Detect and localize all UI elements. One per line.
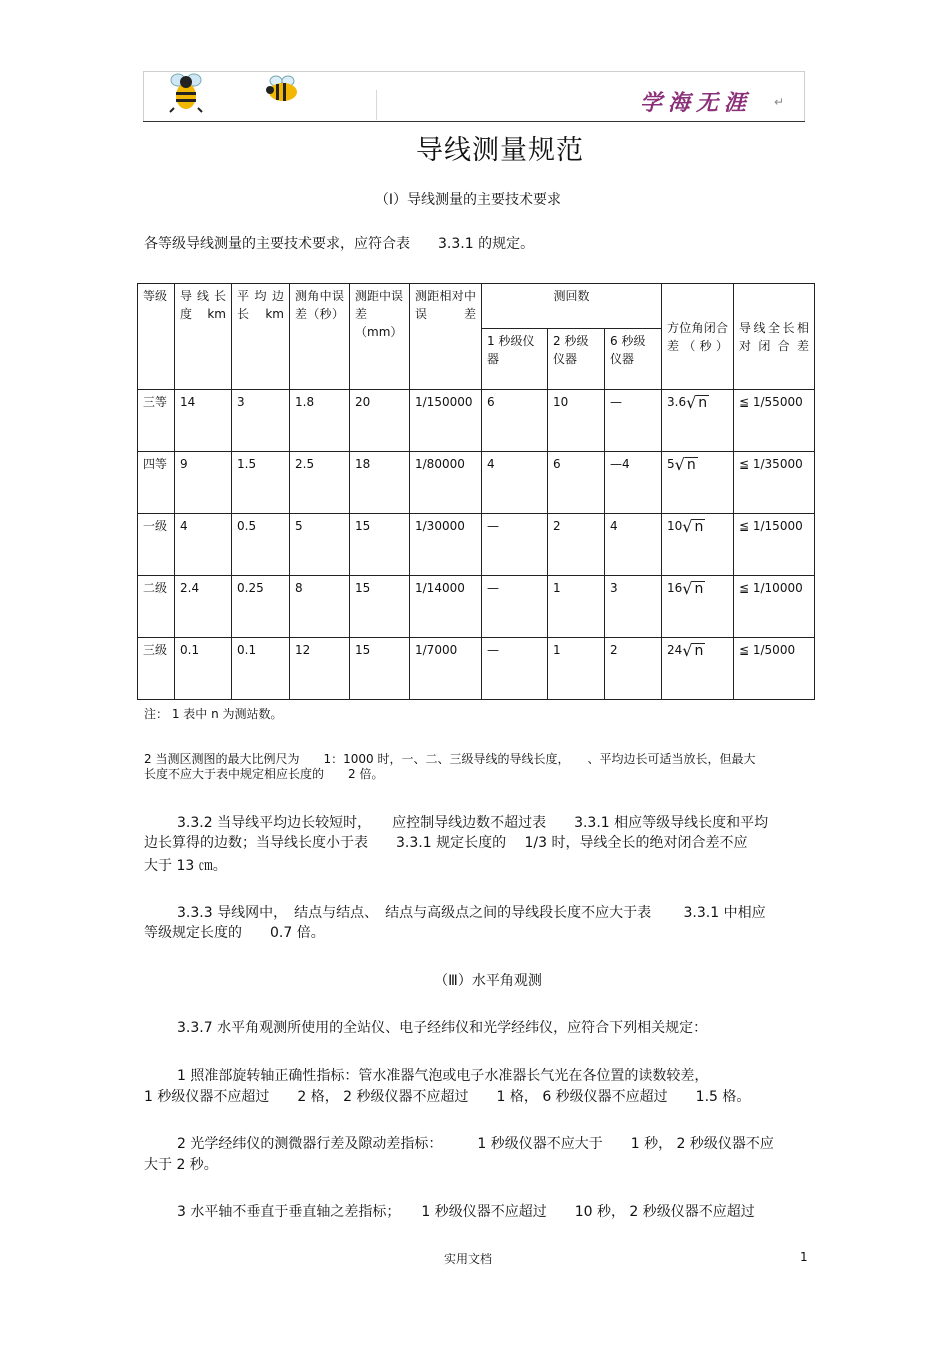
cell-rounds-1s: — bbox=[482, 638, 548, 700]
intro-text: 各等级导线测量的主要技术要求，应符合表 3.3.1 的规定。 bbox=[144, 236, 535, 252]
cell-relative-error: 1/150000 bbox=[410, 390, 482, 452]
cell-azimuth bbox=[662, 514, 734, 576]
sqrt-icon: √ bbox=[682, 579, 693, 598]
cell-rounds-2s: 2 bbox=[548, 514, 605, 576]
cell-rounds-1s: 4 bbox=[482, 452, 548, 514]
return-mark: ↵ bbox=[774, 95, 785, 109]
header-length: 导线长度 km bbox=[175, 284, 232, 390]
sqrt-formula bbox=[667, 579, 705, 597]
sqrt-icon: √ bbox=[682, 517, 693, 536]
cell-distance-error: 20 bbox=[350, 390, 410, 452]
table-row bbox=[138, 390, 815, 452]
cell-angle-error: 8 bbox=[290, 576, 350, 638]
cell-avg-side: 0.1 bbox=[232, 638, 290, 700]
header-grade: 等级 bbox=[138, 284, 175, 390]
azimuth-variable: n bbox=[698, 395, 708, 411]
cell-rounds-2s: 10 bbox=[548, 390, 605, 452]
cell-azimuth bbox=[662, 576, 734, 638]
table-row bbox=[138, 452, 815, 514]
header-angle-error: 测角中误差（秒） bbox=[290, 284, 350, 390]
note-2-line-2: 长度不应大于表中规定相应长度的 2 倍。 bbox=[144, 767, 384, 781]
azimuth-variable: n bbox=[686, 457, 696, 473]
cell-relative-error: 1/7000 bbox=[410, 638, 482, 700]
azimuth-coefficient: 5 bbox=[667, 457, 675, 471]
header-total-closure: 导线全长相对闭合差 bbox=[734, 284, 815, 390]
sqrt-icon: √ bbox=[686, 393, 697, 412]
azimuth-variable: n bbox=[694, 519, 704, 535]
cell-distance-error: 15 bbox=[350, 576, 410, 638]
item-3-line-1: 3 水平轴不垂直于垂直轴之差指标； 1 秒级仪器不应超过 10 秒， 2 秒级仪器不应超过 bbox=[177, 1204, 755, 1220]
table-row bbox=[138, 514, 815, 576]
cell-grade: 三等 bbox=[138, 390, 175, 452]
cell-rounds-6s: 2 bbox=[605, 638, 662, 700]
cell-avg-side: 1.5 bbox=[232, 452, 290, 514]
cell-grade: 四等 bbox=[138, 452, 175, 514]
cell-total-closure: ≦ 1/10000 bbox=[734, 576, 815, 638]
table-row bbox=[138, 638, 815, 700]
sqrt-formula bbox=[667, 393, 709, 411]
spec-table bbox=[137, 283, 815, 700]
cell-avg-side: 0.5 bbox=[232, 514, 290, 576]
cell-rounds-2s: 1 bbox=[548, 576, 605, 638]
cell-angle-error: 2.5 bbox=[290, 452, 350, 514]
cell-length: 14 bbox=[175, 390, 232, 452]
note-2-line-1: 2 当测区测图的最大比例尺为 1：1000 时，一、二、三级导线的导线长度， 、平均边长可适当放长，但最大 bbox=[144, 752, 756, 766]
cell-angle-error: 12 bbox=[290, 638, 350, 700]
cell-azimuth bbox=[662, 452, 734, 514]
cell-total-closure: ≦ 1/35000 bbox=[734, 452, 815, 514]
cell-relative-error: 1/80000 bbox=[410, 452, 482, 514]
item-1-line-1: 1 照准部旋转轴正确性指标：管水准器气泡或电子水准器长气光在各位置的读数较差， bbox=[177, 1068, 709, 1084]
para-333-line-1: 3.3.3 导线网中， 结点与结点、 结点与高级点之间的导线段长度不应大于表 3.3.1 中相应 bbox=[177, 905, 766, 921]
page-title: 导线测量规范 bbox=[416, 135, 584, 166]
cell-length: 0.1 bbox=[175, 638, 232, 700]
brand-text: 学海无涯 bbox=[640, 90, 753, 116]
cell-rounds-6s: —4 bbox=[605, 452, 662, 514]
header-distance-error: 测距中误差（mm） bbox=[350, 284, 410, 390]
cell-grade: 三级 bbox=[138, 638, 175, 700]
header-relative-error: 测距相对中误差 bbox=[410, 284, 482, 390]
cell-length: 2.4 bbox=[175, 576, 232, 638]
section-heading-1: （Ⅰ）导线测量的主要技术要求 bbox=[374, 192, 562, 208]
cell-distance-error: 15 bbox=[350, 514, 410, 576]
para-337: 3.3.7 水平角观测所使用的全站仪、电子经纬仪和光学经纬仪，应符合下列相关规定： bbox=[177, 1020, 708, 1036]
azimuth-variable: n bbox=[694, 581, 704, 597]
sqrt-formula bbox=[667, 641, 705, 659]
small-bee-icon bbox=[264, 74, 302, 104]
cell-grade: 二级 bbox=[138, 576, 175, 638]
cell-rounds-2s: 1 bbox=[548, 638, 605, 700]
section-heading-3: （Ⅲ）水平角观测 bbox=[434, 973, 542, 989]
item-2-line-2: 大于 2 秒。 bbox=[144, 1157, 218, 1173]
cell-rounds-6s: 4 bbox=[605, 514, 662, 576]
sqrt-icon: √ bbox=[674, 455, 685, 474]
cell-relative-error: 1/14000 bbox=[410, 576, 482, 638]
cell-azimuth bbox=[662, 638, 734, 700]
header-rounds-6s: 6 秒级仪器 bbox=[605, 329, 662, 390]
note-1: 注： 1 表中 n 为测站数。 bbox=[144, 707, 283, 721]
cell-relative-error: 1/30000 bbox=[410, 514, 482, 576]
sqrt-formula bbox=[667, 455, 698, 473]
header-divider bbox=[376, 90, 377, 120]
header-rounds-2s: 2 秒级仪器 bbox=[548, 329, 605, 390]
sqrt-icon: √ bbox=[682, 641, 693, 660]
para-333-line-2: 等级规定长度的 0.7 倍。 bbox=[144, 925, 325, 941]
cell-rounds-6s: — bbox=[605, 390, 662, 452]
page-number: 1 bbox=[800, 1250, 808, 1264]
cell-distance-error: 18 bbox=[350, 452, 410, 514]
cell-rounds-1s: 6 bbox=[482, 390, 548, 452]
cell-grade: 一级 bbox=[138, 514, 175, 576]
footer-label: 实用文档 bbox=[443, 1252, 492, 1266]
table-row bbox=[138, 576, 815, 638]
azimuth-coefficient: 24 bbox=[667, 643, 683, 657]
cell-rounds-1s: — bbox=[482, 576, 548, 638]
cell-length: 4 bbox=[175, 514, 232, 576]
item-1-line-2: 1 秒级仪器不应超过 2 格， 2 秒级仪器不应超过 1 格， 6 秒级仪器不应超过 1.5 格。 bbox=[144, 1089, 751, 1105]
bee-logo-icon bbox=[164, 68, 210, 114]
cell-angle-error: 5 bbox=[290, 514, 350, 576]
azimuth-coefficient: 10 bbox=[667, 519, 683, 533]
sqrt-formula bbox=[667, 517, 705, 535]
cell-rounds-2s: 6 bbox=[548, 452, 605, 514]
header-rule bbox=[143, 121, 805, 122]
cell-total-closure: ≦ 1/5000 bbox=[734, 638, 815, 700]
para-332-line-2: 边长算得的边数；当导线长度小于表 3.3.1 规定长度的 1/3 时，导线全长的绝对闭合差不应 bbox=[144, 835, 748, 851]
cell-rounds-1s: — bbox=[482, 514, 548, 576]
para-332-line-1: 3.3.2 当导线平均边长较短时， 应控制导线边数不超过表 3.3.1 相应等级导线长度和平均 bbox=[177, 815, 769, 831]
cell-rounds-6s: 3 bbox=[605, 576, 662, 638]
header-azimuth: 方位角闭合差（秒） bbox=[662, 284, 734, 390]
cell-azimuth bbox=[662, 390, 734, 452]
table-header-row bbox=[138, 284, 815, 329]
cell-distance-error: 15 bbox=[350, 638, 410, 700]
azimuth-coefficient: 3.6 bbox=[667, 395, 687, 409]
cell-avg-side: 3 bbox=[232, 390, 290, 452]
azimuth-coefficient: 16 bbox=[667, 581, 683, 595]
header-rounds: 测回数 bbox=[482, 284, 662, 329]
cell-length: 9 bbox=[175, 452, 232, 514]
cell-total-closure: ≦ 1/55000 bbox=[734, 390, 815, 452]
header-rounds-1s: 1 秒级仪器 bbox=[482, 329, 548, 390]
cell-angle-error: 1.8 bbox=[290, 390, 350, 452]
cell-avg-side: 0.25 bbox=[232, 576, 290, 638]
item-2-line-1: 2 光学经纬仪的测微器行差及隙动差指标： 1 秒级仪器不应大于 1 秒， 2 秒级仪器不应 bbox=[177, 1136, 774, 1152]
para-332-line-3: 大于 13 ㎝。 bbox=[144, 858, 227, 874]
header-avg-side: 平均边长 km bbox=[232, 284, 290, 390]
cell-total-closure: ≦ 1/15000 bbox=[734, 514, 815, 576]
azimuth-variable: n bbox=[694, 643, 704, 659]
